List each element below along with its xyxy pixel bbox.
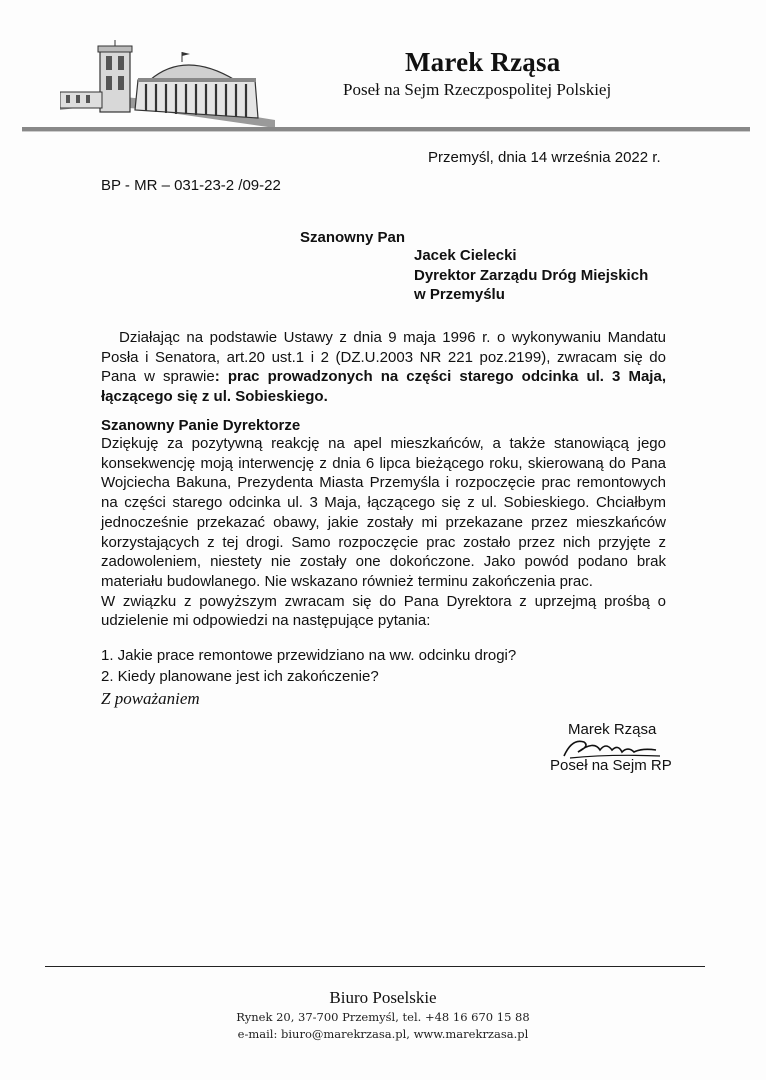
question-item: 1. Jakie prace remontowe przewidziano na ww. odcinku drogi? bbox=[101, 647, 517, 664]
questions-list bbox=[101, 645, 516, 687]
intro-text: Działając na podstawie Ustawy z dnia 9 maja 1996 r. o wykonywaniu Mandatu Posła i Senatora, art.20 ust.1 i 2 (DZ.U.2003 NR 221 poz.2199), zwracam się do Pana w sprawie bbox=[101, 329, 666, 386]
question-item: 2. Kiedy planowane jest ich zakończenie? bbox=[101, 668, 379, 685]
footer-title: Biuro Poselskie bbox=[329, 988, 437, 1007]
body-paragraph-2: W związku z powyższym zwracam się do Pana Dyrektora z uprzejmą prośbą o udzielenie mi odpowiedzi na następujące pytania: bbox=[101, 592, 666, 630]
footer-divider bbox=[45, 966, 705, 967]
letter-body bbox=[101, 434, 666, 631]
letter-date: Przemyśl, dnia 14 września 2022 r. bbox=[428, 149, 661, 166]
addressee-name: Jacek Cielecki bbox=[414, 247, 517, 264]
body-paragraph-1 bbox=[101, 434, 666, 592]
intro-subject: : prac prowadzonych na części starego odcinka ul. 3 Maja, łączącego się z ul. Sobieskiego. bbox=[101, 368, 666, 406]
footer-contact: e-mail: biuro@marekrzasa.pl, www.marekrzasa.pl bbox=[237, 1027, 529, 1041]
addressee-city: w Przemyślu bbox=[414, 286, 505, 303]
header-name: Marek Rząsa bbox=[405, 47, 561, 77]
header-subtitle: Poseł na Sejm Rzeczpospolitej Polskiej bbox=[343, 80, 612, 99]
body-text-a: Dziękuję za pozytywną reakcję na apel mieszkańców, a także stanowiącą jego konsekwencję moją interwencję z dnia 6 lipca bieżącego roku, skierowaną do Pana bbox=[101, 435, 666, 472]
addressee-block bbox=[414, 246, 648, 305]
footer-address: Rynek 20, 37-700 Przemyśl, tel. +48 16 670 15 88 bbox=[236, 1010, 530, 1024]
signatory-name: Marek Rząsa bbox=[568, 721, 657, 738]
signatory-title: Poseł na Sejm RP bbox=[550, 757, 672, 774]
header-divider-shadow bbox=[22, 131, 750, 132]
body-text-c: Chciałbym jednocześnie przekazać obawy, jakie zostały mi przekazane przez mieszkańców korzystających z tej drogi. Samo rozpoczęcie prac zostało przez nich przyjęte z zadowoleniem, niestety nie zostały one dokończone. Jako powód podano brak materiału budowlanego. Nie wskazano również terminu zakończenia prac. bbox=[101, 494, 666, 590]
intro-paragraph bbox=[101, 328, 666, 407]
salutation-to: Szanowny Pan bbox=[300, 229, 406, 246]
closing-phrase: Z poważaniem bbox=[101, 689, 200, 708]
reference-number: BP - MR – 031-23-2 /09-22 bbox=[101, 177, 281, 194]
addressee-position: Dyrektor Zarządu Dróg Miejskich bbox=[414, 266, 649, 284]
greeting: Szanowny Panie Dyrektorze bbox=[101, 417, 301, 434]
body-text-b: Wojciecha Bakuna, Prezydenta Miasta Przemyśla i rozpoczęcie prac remontowych na części starego odcinka ul. 3 Maja, łączącego się z ul. Sobieskiego. bbox=[101, 474, 666, 512]
